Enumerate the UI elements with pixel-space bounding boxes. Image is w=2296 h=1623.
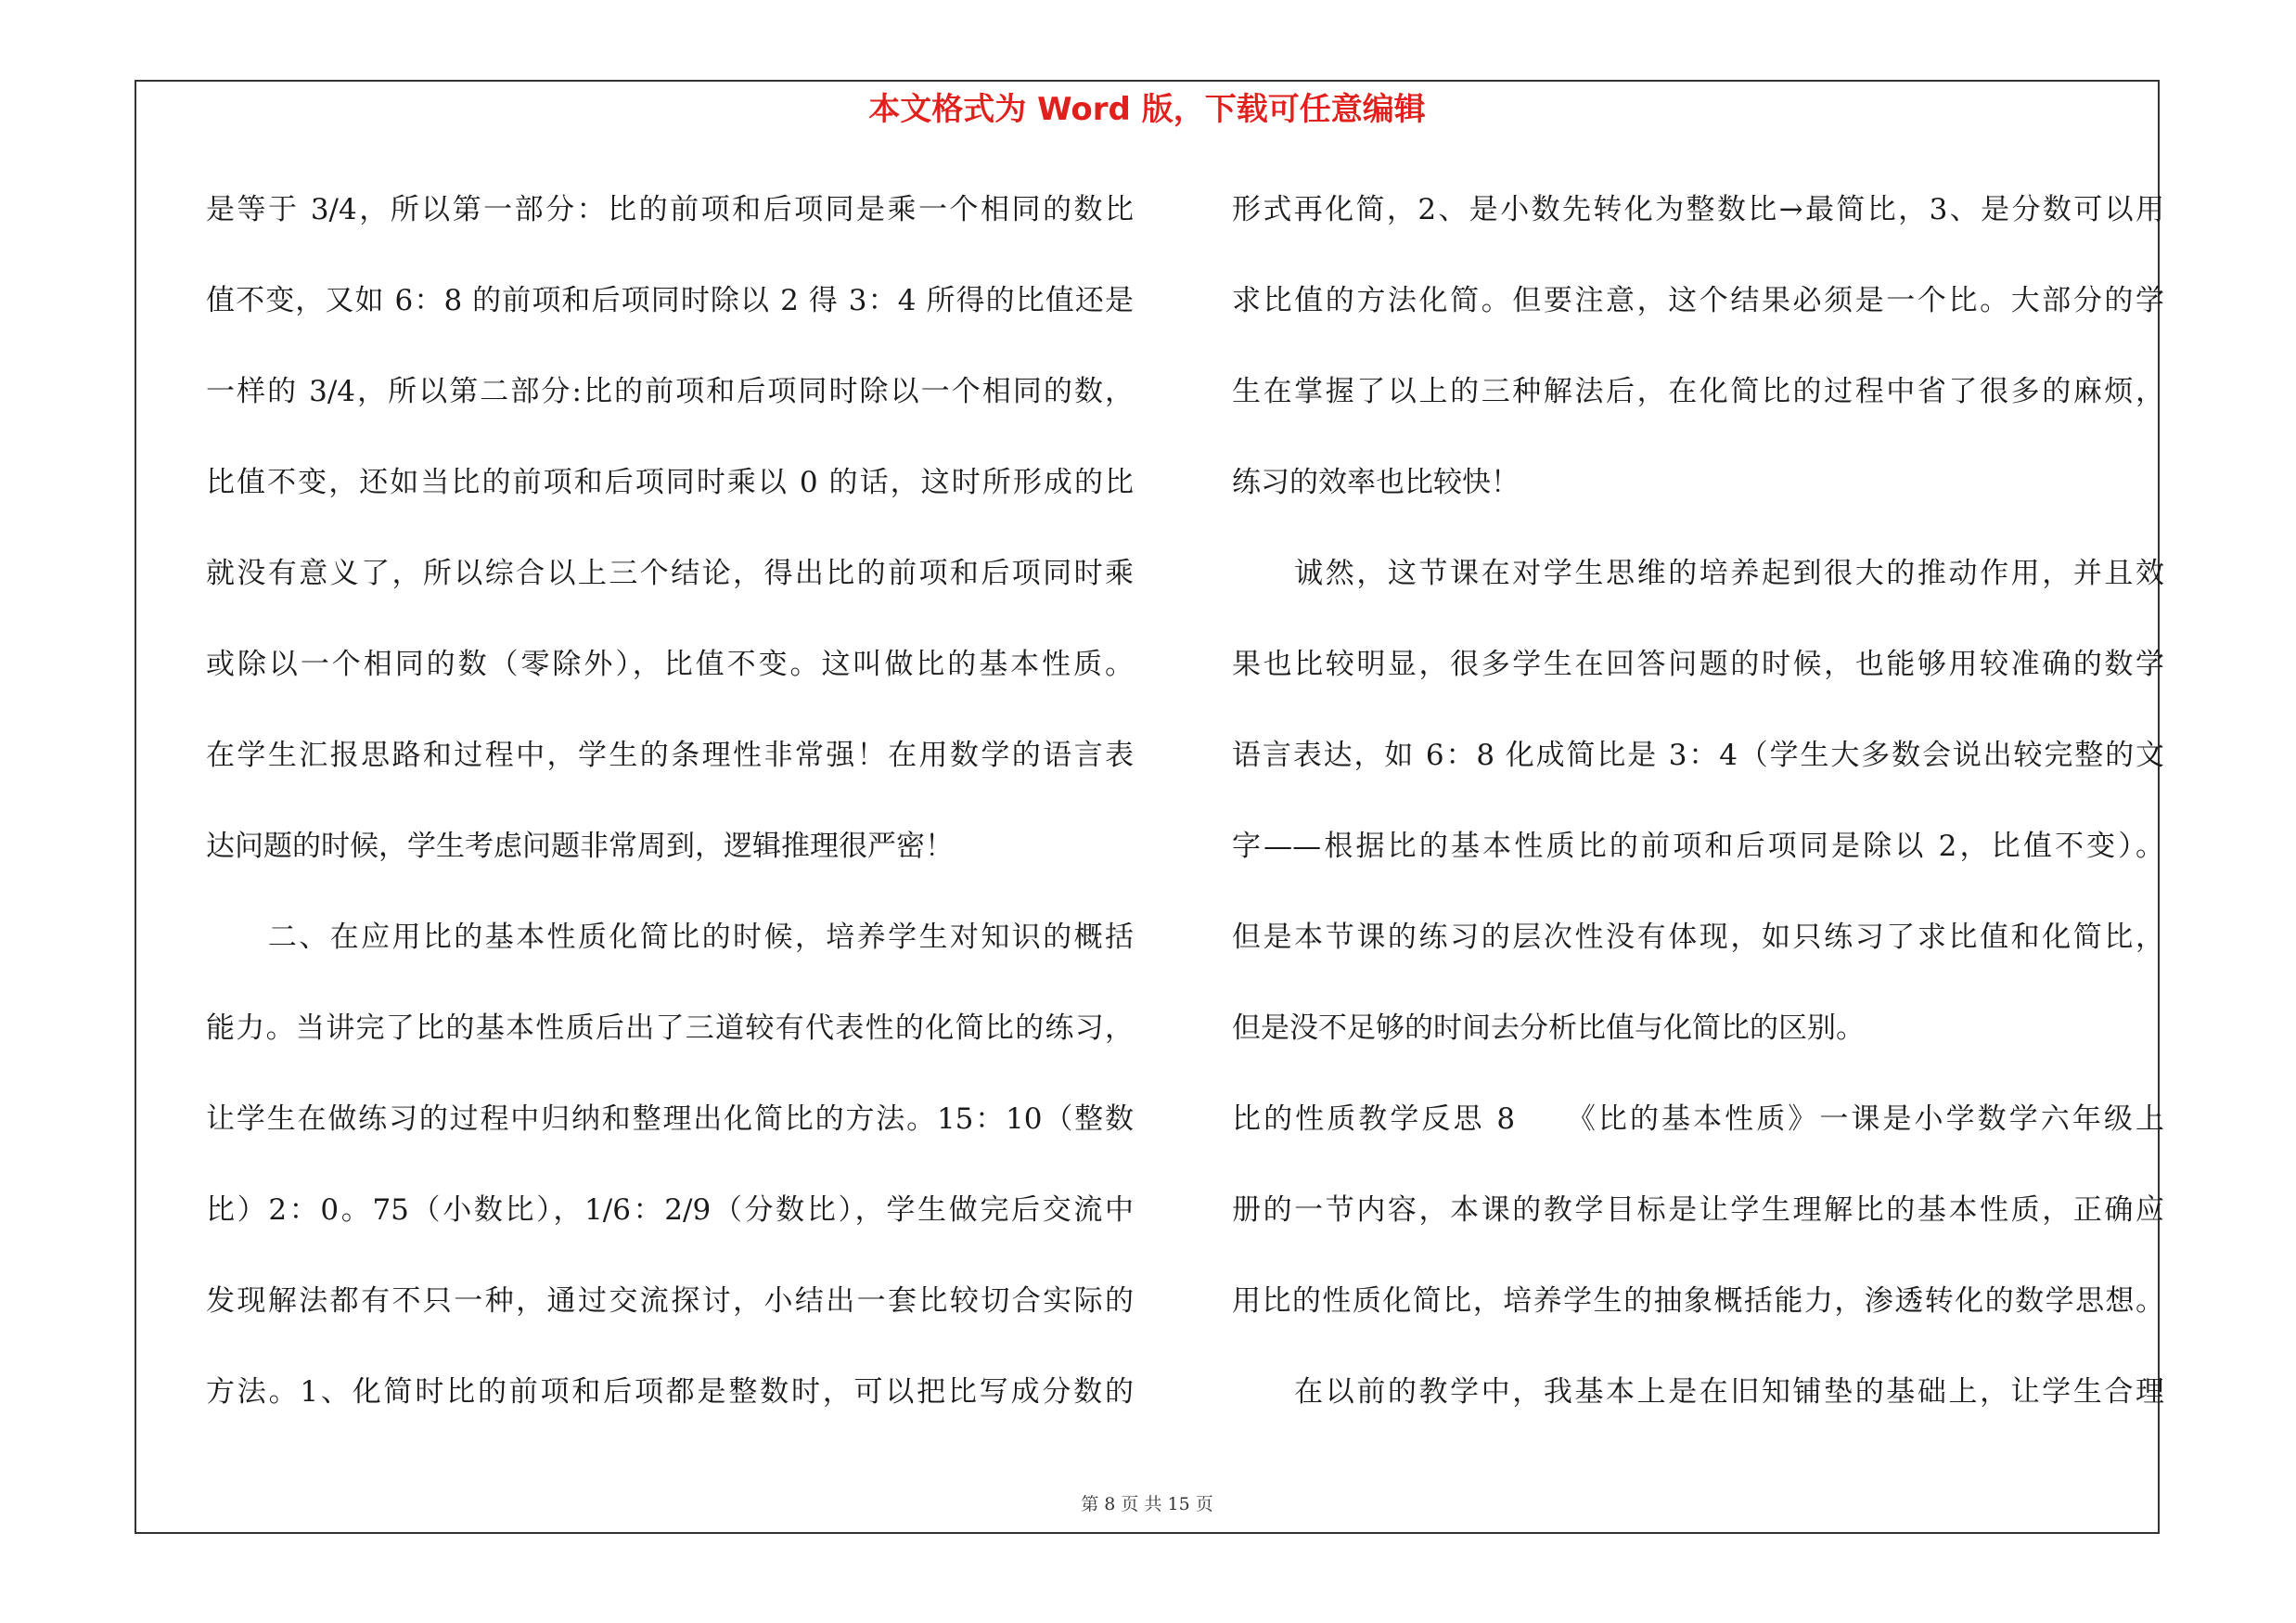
text-line: 在学生汇报思路和过程中，学生的条理性非常强！在用数学的语言表 <box>206 739 1134 772</box>
text-line: 达问题的时候，学生考虑问题非常周到，逻辑推理很严密！ <box>206 830 954 863</box>
text-line: 求比值的方法化简。但要注意，这个结果必须是一个比。大部分的学 <box>1232 284 2164 317</box>
text-line: 在以前的教学中，我基本上是在旧知铺垫的基础上，让学生合理 <box>1232 1375 2164 1409</box>
left-column <box>206 182 1134 1455</box>
text-line: 比的性质教学反思 8 《比的基本性质》一课是小学数学六年级上 <box>1232 1102 2164 1136</box>
text-line: 或除以一个相同的数（零除外），比值不变。这叫做比的基本性质。 <box>206 648 1134 681</box>
page-number: 第 8 页 共 15 页 <box>1081 1494 1213 1514</box>
text-line: 方法。1、化简时比的前项和后项都是整数时，可以把比写成分数的 <box>206 1375 1134 1409</box>
text-line: 但是没不足够的时间去分析比值与化简比的区别。 <box>1232 1011 1865 1045</box>
right-column <box>1232 182 2164 1455</box>
text-line: 形式再化简，2、是小数先转化为整数比→最简比，3、是分数可以用 <box>1232 193 2164 226</box>
text-line: 语言表达，如 6：8 化成简比是 3：4（学生大多数会说出较完整的文 <box>1232 739 2164 772</box>
text-line: 能力。当讲完了比的基本性质后出了三道较有代表性的化简比的练习， <box>206 1011 1134 1045</box>
text-line: 诚然，这节课在对学生思维的培养起到很大的推动作用，并且效 <box>1232 557 2164 590</box>
text-line: 果也比较明显，很多学生在回答问题的时候，也能够用较准确的数学 <box>1232 648 2164 681</box>
text-line: 字——根据比的基本性质比的前项和后项同是除以 2，比值不变）。 <box>1232 830 2164 863</box>
text-line: 一样的 3/4，所以第二部分:比的前项和后项同时除以一个相同的数， <box>206 375 1134 408</box>
text-line: 就没有意义了，所以综合以上三个结论，得出比的前项和后项同时乘 <box>206 557 1134 590</box>
text-line: 但是本节课的练习的层次性没有体现，如只练习了求比值和化简比， <box>1232 921 2164 954</box>
text-line: 比）2：0。75（小数比），1/6：2/9（分数比），学生做完后交流中 <box>206 1193 1134 1227</box>
text-line: 生在掌握了以上的三种解法后，在化简比的过程中省了很多的麻烦， <box>1232 375 2164 408</box>
text-line: 用比的性质化简比，培养学生的抽象概括能力，渗透转化的数学思想。 <box>1232 1284 2164 1318</box>
text-line: 值不变，又如 6：8 的前项和后项同时除以 2 得 3：4 所得的比值还是 <box>206 284 1134 317</box>
text-line: 练习的效率也比较快！ <box>1232 466 1520 499</box>
text-line: 比值不变，还如当比的前项和后项同时乘以 0 的话，这时所形成的比 <box>206 466 1134 499</box>
format-banner: 本文格式为 Word 版，下载可任意编辑 <box>868 91 1426 128</box>
text-line: 是等于 3/4，所以第一部分：比的前项和后项同是乘一个相同的数比 <box>206 193 1134 226</box>
text-line: 册的一节内容，本课的教学目标是让学生理解比的基本性质，正确应 <box>1232 1193 2164 1227</box>
text-line: 让学生在做练习的过程中归纳和整理出化简比的方法。15：10（整数 <box>206 1102 1134 1136</box>
text-line: 二、在应用比的基本性质化简比的时候，培养学生对知识的概括 <box>206 921 1134 954</box>
text-line: 发现解法都有不只一种，通过交流探讨，小结出一套比较切合实际的 <box>206 1284 1134 1318</box>
